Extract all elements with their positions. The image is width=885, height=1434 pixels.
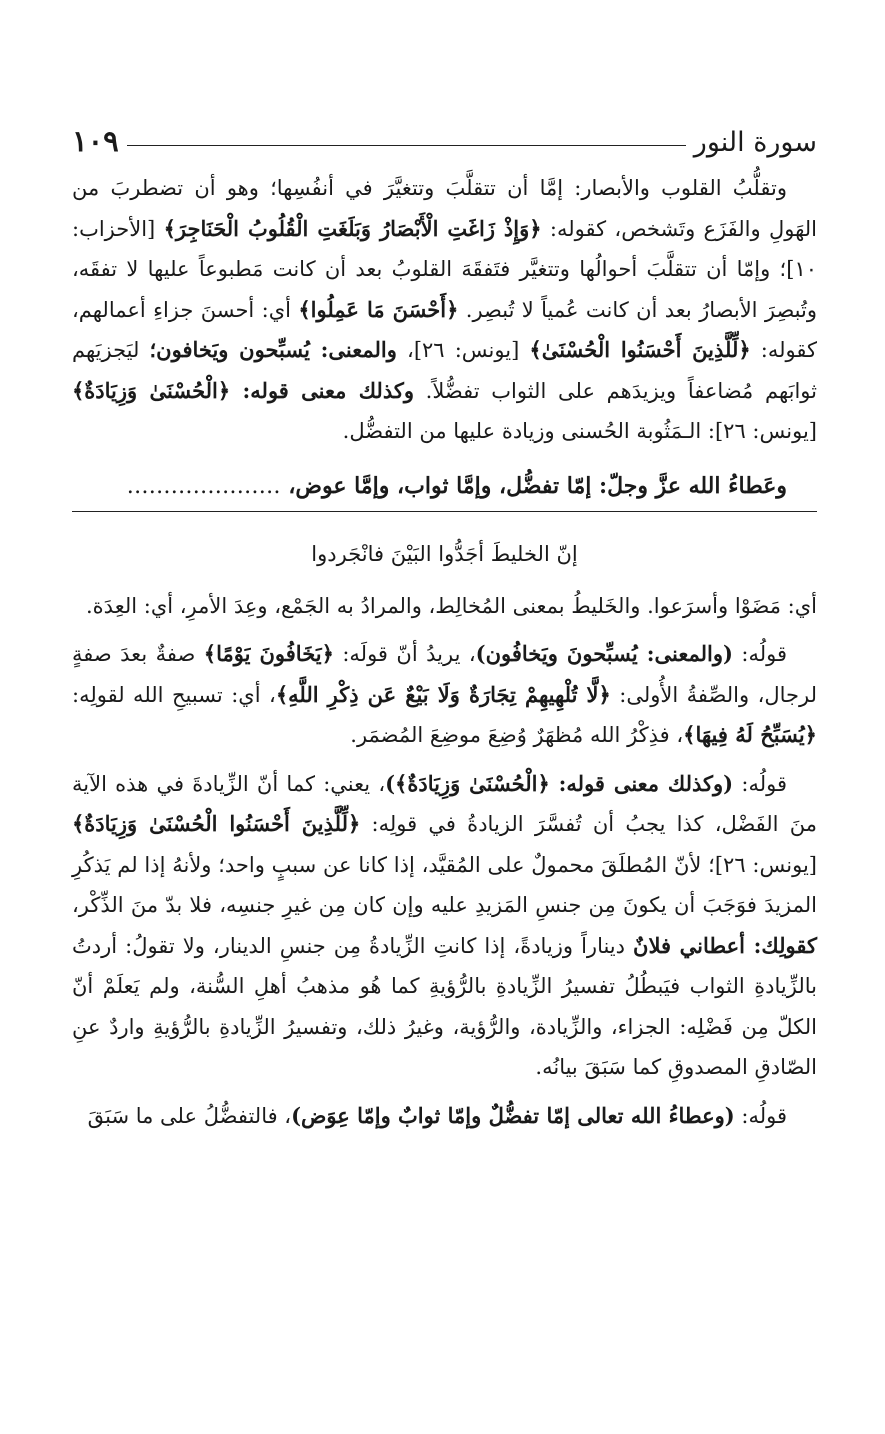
bold-text: كقولِك: أعطاني فلانٌ <box>633 932 817 958</box>
section-divider <box>72 511 817 512</box>
matn-excerpt <box>72 466 817 507</box>
commentary-paragraph <box>72 1096 817 1137</box>
commentary-paragraph: أي: مَضَوْا وأسرَعوا. والخَليطُ بمعنى المُخالِط، والمرادُ به الجَمْع، وعِدَ الأمرِ، أي: العِدَة. <box>86 593 817 618</box>
text-run: قولُه: <box>733 771 787 796</box>
text-run: أي: أحسنَ جزاءِ أعمالهم، كقوله: <box>72 297 817 362</box>
text-run: قولُه: <box>734 1103 787 1128</box>
text-run: ديناراً وزيادةً، إذا كانتِ الزِّيادةُ مِن جنسِ الدينار، ولا تقولُ: أردتُ بالزِّيادةِ الثواب فيَبطُلُ تفسيرُ الزِّيادةِ بالرُّؤيةِ كما هُو مذهبُ أهلِ السُّنة، ولم يَعلَمْ أنّ الكلّ مِن فَضْلِه: الجزاء، والزِّيادة، والرُّؤية، وغيرُ ذلك، وتفسيرُ الزِّيادةِ بالرُّؤيةِ واردٌ عنِ الصّادقِ المصدوقِ كما سَبَقَ بيانُه. <box>72 933 817 1079</box>
text-run: وتقلُّبُ القلوب والأبصار: إمَّا أن تتقلَّبَ وتتغيَّرَ في أنفُسِها؛ وهو أن تضطربَ من الهَولِ والفَزَع وتَشخص، كقوله: <box>72 176 817 241</box>
poetry-verse: إنّ الخليطَ أجَدُّوا البَيْنَ فانْجَردوا <box>311 541 578 566</box>
text-run: ، يريدُ أنّ قولَه: <box>333 642 476 666</box>
text-run: [يونس: ٢٦]؛ لأنّ المُطلَقَ محمولٌ على المُقيَّد، إذا كانا عن سببٍ واحد؛ ولأنهُ إذا لم يَذكُرِ المزيدَ فوَجَبَ أن يكونَ مِن جنسِ المَزيدِ عليه وإن كان مِن غيرِ جنسِه، فلا بدّ منَ الذِّكْر، <box>72 852 817 917</box>
text-run: صفةٌ بعدَ صفةٍ لرجال، والصِّفةُ الأُولى: <box>72 642 817 707</box>
quoted-matn: (والمعنى: يُسبِّحونَ ويَخافُون) <box>475 641 733 666</box>
quran-quote: ﴿لِّلَّذِينَ أَحْسَنُوا الْحُسْنَىٰ﴾ <box>529 337 751 362</box>
surah-title: سورة النور <box>693 127 817 158</box>
quran-quote: ﴿يُسَبِّحُ لَهُ فِيهَا﴾ <box>683 722 817 747</box>
text-run: ، أي: تسبيحِ الله لقولِه: <box>72 682 276 707</box>
commentary-paragraph <box>72 634 817 756</box>
quoted-matn: ) <box>385 770 396 796</box>
text-run: [يونس: ٢٦]، <box>396 338 530 362</box>
quran-quote: ﴿لِّلَّذِينَ أَحْسَنُوا الْحُسْنَىٰ وَزِيَادَةٌ﴾ <box>72 811 361 836</box>
page-number: ١٠٩ <box>72 124 119 158</box>
quran-quote: ﴿أَحْسَنَ مَا عَمِلُوا﴾ <box>298 296 459 322</box>
running-header <box>72 108 817 158</box>
text-run: ، فالتفضُّلُ على ما سَبَقَ <box>87 1103 292 1128</box>
bold-text: وكذلك معنى قوله: <box>242 377 414 403</box>
text-run: ، يعني: كما أنّ الزِّيادةَ في هذه الآية منَ الفَضْل، كذا يجبُ أن تُفسَّرَ الزيادةُ في قولِه: <box>72 771 817 836</box>
text-run: قولُه: <box>732 642 787 666</box>
quran-quote: ﴿يَخَافُونَ يَوْمًا﴾ <box>203 641 334 666</box>
matn-dots: ………………… <box>126 473 281 499</box>
quran-quote: ﴿الْحُسْنَىٰ وَزِيَادَةٌ﴾ <box>395 770 550 796</box>
quran-quote: ﴿وَإِذْ زَاغَتِ الْأَبْصَارُ وَبَلَغَتِ الْقُلُوبُ الْحَنَاجِرَ﴾ <box>163 215 542 241</box>
quran-quote: ﴿لَّا تُلْهِيهِمْ تِجَارَةٌ وَلَا بَيْعٌ عَن ذِكْرِ اللَّهِ﴾ <box>275 681 611 707</box>
commentary-paragraph <box>72 764 817 1088</box>
bold-text: والمعنى: يُسبِّحون ويَخافون؛ <box>149 337 397 362</box>
page <box>72 108 817 1136</box>
quran-quote: ﴿الْحُسْنَىٰ وَزِيَادَةٌ﴾ <box>72 377 243 403</box>
quoted-matn: (وعطاءُ الله تعالى إمّا تفضُّلٌ وإمّا ثوابٌ وإمّا عِوَض) <box>291 1102 735 1128</box>
text-run: [يونس: ٢٦]: الـمَثُوبة الحُسنى وزيادة عليها من التفضُّل. <box>342 419 817 443</box>
text-run: ، فذِكْرُ الله مُظهَرٌ وُضِعَ موضِعَ المُضمَر. <box>350 723 684 747</box>
main-text-paragraph <box>72 168 817 452</box>
text-run: [الأحزاب: ١٠]؛ وإمّا أن تتقلَّبَ أحوالُها وتتغيَّر فتَفقَهَ القلوبُ بعد أن كانت مَطبوعاً عليها لا تفقَه، وتُبصِرَ الأبصارُ بعد أن كانت عُمياً لا تُبصِر. <box>72 216 817 322</box>
header-rule <box>127 145 686 146</box>
text-run: ليَجزيَهم ثوابَهم مُضاعفاً ويزيدَهم على الثواب تفضُّلاً. <box>72 338 817 403</box>
quoted-matn: (وكذلك معنى قوله: <box>549 770 734 796</box>
matn-text: وعَطاءُ الله عزَّ وجلّ: إمّا تفضُّل، وإمَّا ثواب، وإمَّا عوض، <box>280 472 787 499</box>
